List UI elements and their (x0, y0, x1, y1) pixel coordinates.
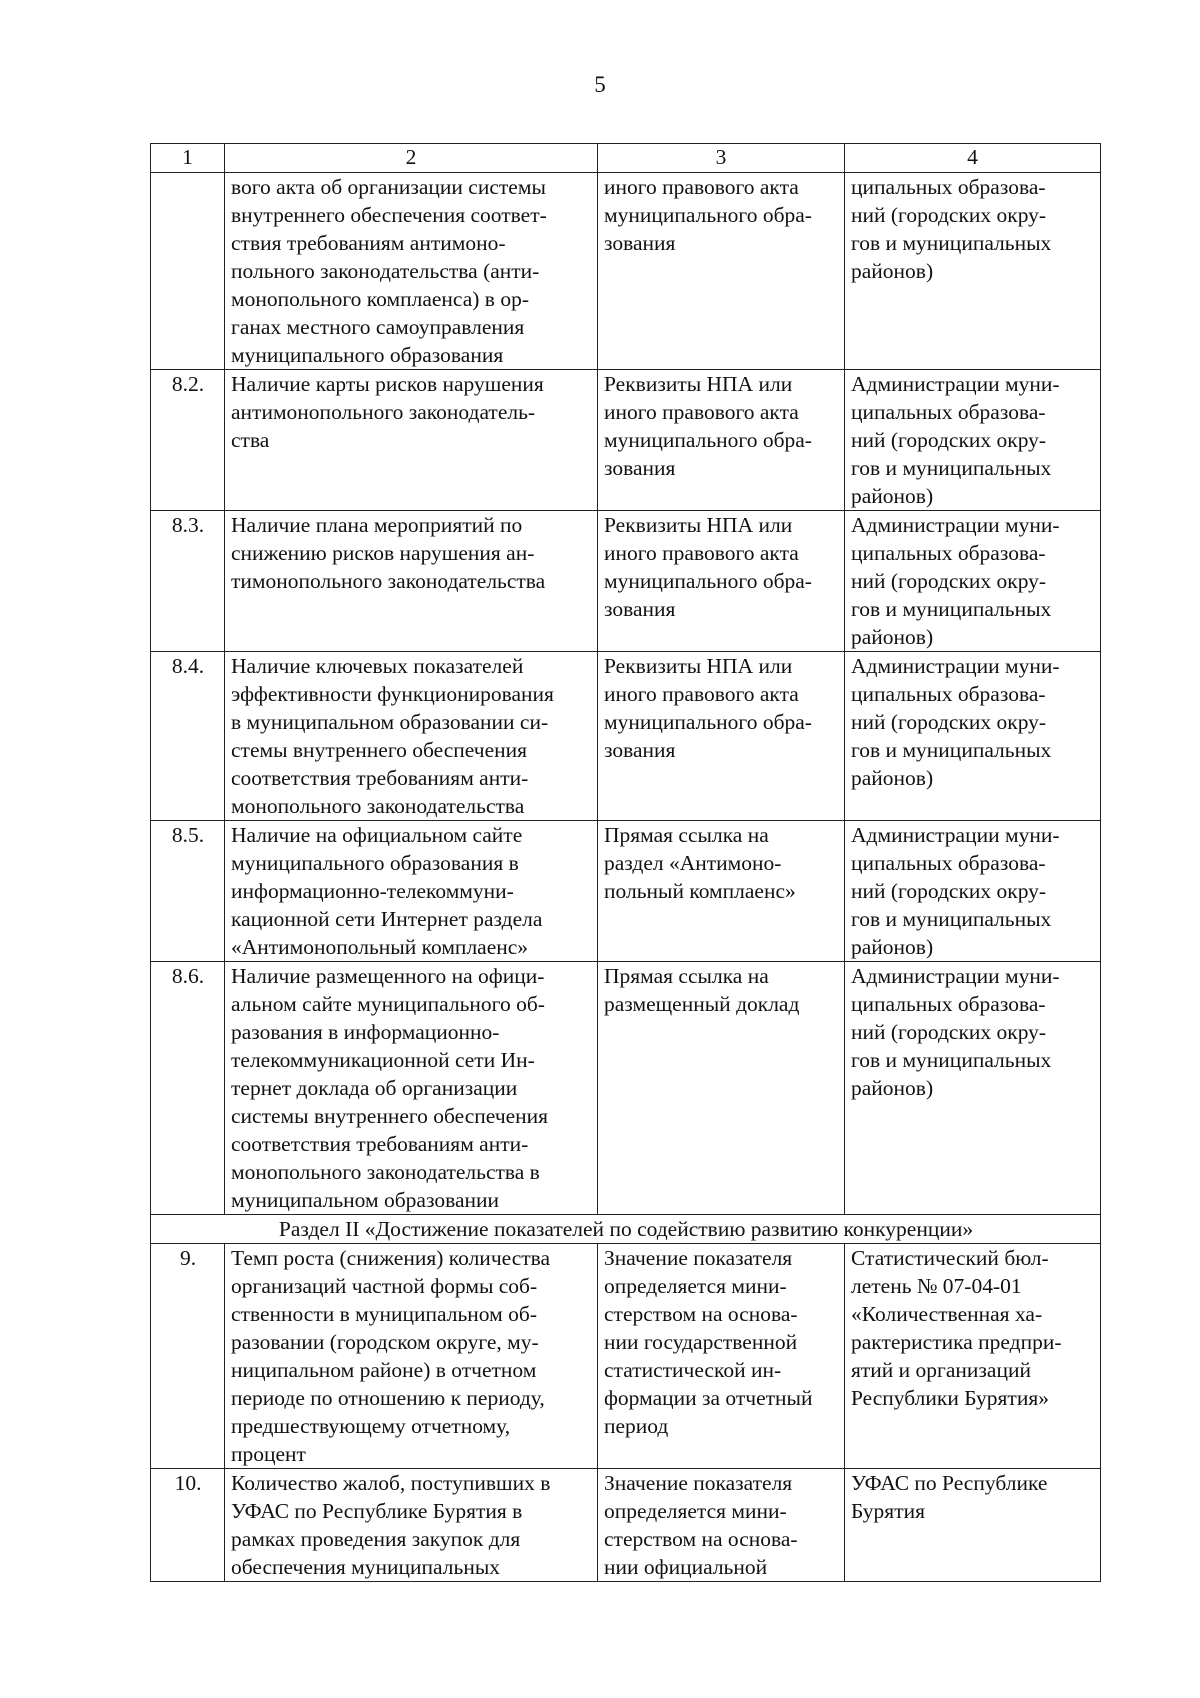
cell-line: Наличие карты рисков нарушения (231, 372, 544, 396)
column-header-4: 4 (845, 144, 1101, 173)
cell-line: Количество жалоб, поступивших в (231, 1471, 551, 1495)
source-cell (598, 1469, 845, 1582)
indicators-table (150, 143, 1101, 1582)
row-number: 8.6. (151, 962, 225, 1215)
cell-line: ства (231, 428, 270, 452)
cell-line: рамках проведения закупок для (231, 1527, 521, 1551)
cell-line: зования (604, 456, 676, 480)
cell-line: монопольного законодательства в (231, 1160, 540, 1184)
cell-line: муниципального обра- (604, 710, 812, 734)
cell-line: ний (городских окру- (851, 203, 1047, 227)
table-row (151, 962, 1101, 1215)
cell-line: период (604, 1414, 669, 1438)
cell-line: стерством на основа- (604, 1527, 798, 1551)
cell-line: Бурятия (851, 1499, 925, 1523)
indicator-cell (225, 821, 598, 962)
row-number (151, 173, 225, 370)
cell-line: Статистический бюл- (851, 1246, 1049, 1270)
cell-line: Реквизиты НПА или (604, 654, 793, 678)
cell-line: нии официальной (604, 1555, 768, 1579)
source-cell (598, 962, 845, 1215)
table-row (151, 511, 1101, 652)
cell-line: снижению рисков нарушения ан- (231, 541, 535, 565)
cell-line: Администрации муни- (851, 654, 1060, 678)
cell-line: гов и муниципальных (851, 597, 1052, 621)
cell-line: размещенный доклад (604, 992, 800, 1016)
table-row (151, 821, 1101, 962)
indicator-cell (225, 652, 598, 821)
column-header-1: 1 (151, 144, 225, 173)
cell-line: гов и муниципальных (851, 231, 1052, 255)
cell-line: определяется мини- (604, 1274, 787, 1298)
cell-line: разования в информационно- (231, 1020, 500, 1044)
cell-line: Администрации муни- (851, 372, 1060, 396)
cell-line: ний (городских окру- (851, 879, 1047, 903)
cell-line: гов и муниципальных (851, 456, 1052, 480)
cell-line: муниципальном образовании (231, 1188, 500, 1212)
cell-line: информационно-телекоммуни- (231, 879, 514, 903)
indicator-cell (225, 370, 598, 511)
cell-line: УФАС по Республике Бурятия в (231, 1499, 523, 1523)
row-number: 8.4. (151, 652, 225, 821)
cell-line: Республики Бурятия» (851, 1386, 1049, 1410)
column-header-2: 2 (225, 144, 598, 173)
cell-line: районов) (851, 259, 934, 283)
cell-line: ципальных образова- (851, 851, 1046, 875)
cell-line: районов) (851, 625, 934, 649)
source-cell (598, 652, 845, 821)
cell-line: монопольного комплаенса) в ор- (231, 287, 529, 311)
cell-line: Администрации муни- (851, 823, 1060, 847)
cell-line: ципальных образова- (851, 400, 1046, 424)
cell-line: статистической ин- (604, 1358, 782, 1382)
table-body-section-1 (151, 173, 1101, 1215)
indicator-cell (225, 1244, 598, 1469)
cell-line: тернет доклада об организации (231, 1076, 518, 1100)
source-cell (598, 370, 845, 511)
cell-line: Реквизиты НПА или (604, 372, 793, 396)
cell-line: ний (городских окру- (851, 710, 1047, 734)
cell-line: внутреннего обеспечения соответ- (231, 203, 547, 227)
responsible-cell (845, 962, 1101, 1215)
cell-line: ганах местного самоуправления (231, 315, 525, 339)
cell-line: муниципального обра- (604, 428, 812, 452)
cell-line: эффективности функционирования (231, 682, 554, 706)
cell-line: районов) (851, 484, 934, 508)
cell-line: монопольного законодательства (231, 794, 525, 818)
cell-line: ятий и организаций (851, 1358, 1031, 1382)
cell-line: определяется мини- (604, 1499, 787, 1523)
cell-line: гов и муниципальных (851, 738, 1052, 762)
cell-line: польный комплаенс» (604, 879, 796, 903)
table-row (151, 173, 1101, 370)
source-cell (598, 511, 845, 652)
cell-line: формации за отчетный (604, 1386, 813, 1410)
cell-line: антимонопольного законодатель- (231, 400, 536, 424)
cell-line: Наличие размещенного на офици- (231, 964, 545, 988)
column-header-3: 3 (598, 144, 845, 173)
cell-line: стемы внутреннего обеспечения (231, 738, 528, 762)
cell-line: УФАС по Республике (851, 1471, 1048, 1495)
row-number: 8.5. (151, 821, 225, 962)
cell-line: в муниципальном образовании си- (231, 710, 549, 734)
cell-line: муниципального обра- (604, 203, 812, 227)
cell-line: Темп роста (снижения) количества (231, 1246, 551, 1270)
cell-line: кационной сети Интернет раздела (231, 907, 543, 931)
cell-line: ний (городских окру- (851, 569, 1047, 593)
cell-line: зования (604, 231, 676, 255)
indicator-cell (225, 511, 598, 652)
cell-line: ципальных образова- (851, 682, 1046, 706)
indicator-cell (225, 1469, 598, 1582)
table-row (151, 652, 1101, 821)
cell-line: ственности в муниципальном об- (231, 1302, 537, 1326)
cell-line: гов и муниципальных (851, 907, 1052, 931)
cell-line: системы внутреннего обеспечения (231, 1104, 549, 1128)
cell-line: раздел «Антимоно- (604, 851, 782, 875)
cell-line: районов) (851, 935, 934, 959)
cell-line: зования (604, 597, 676, 621)
source-cell (598, 1244, 845, 1469)
cell-line: разовании (городском округе, му- (231, 1330, 539, 1354)
cell-line: стерством на основа- (604, 1302, 798, 1326)
cell-line: Прямая ссылка на (604, 964, 769, 988)
cell-line: соответствия требованиям анти- (231, 1132, 529, 1156)
cell-line: ствия требованиям антимоно- (231, 231, 506, 255)
cell-line: Наличие на официальном сайте (231, 823, 523, 847)
cell-line: иного правового акта (604, 541, 799, 565)
cell-line: муниципального обра- (604, 569, 812, 593)
cell-line: гов и муниципальных (851, 1048, 1052, 1072)
cell-line: нии государственной (604, 1330, 798, 1354)
row-number: 10. (151, 1469, 225, 1582)
cell-line: альном сайте муниципального об- (231, 992, 545, 1016)
cell-line: Наличие ключевых показателей (231, 654, 524, 678)
row-number: 9. (151, 1244, 225, 1469)
cell-line: Администрации муни- (851, 513, 1060, 537)
page-number: 5 (594, 72, 606, 97)
table-row (151, 1244, 1101, 1469)
responsible-cell (845, 1469, 1101, 1582)
cell-line: Реквизиты НПА или (604, 513, 793, 537)
responsible-cell (845, 821, 1101, 962)
cell-line: ний (городских окру- (851, 428, 1047, 452)
cell-line: муниципального образования в (231, 851, 519, 875)
cell-line: иного правового акта (604, 400, 799, 424)
responsible-cell (845, 173, 1101, 370)
cell-line: районов) (851, 1076, 934, 1100)
row-number: 8.2. (151, 370, 225, 511)
section-title: Раздел II «Достижение показателей по содействию развитию конкуренции» (151, 1215, 1101, 1244)
cell-line: Администрации муни- (851, 964, 1060, 988)
source-cell (598, 173, 845, 370)
indicator-cell (225, 962, 598, 1215)
cell-line: зования (604, 738, 676, 762)
cell-line: районов) (851, 766, 934, 790)
cell-line: процент (231, 1442, 306, 1466)
cell-line: «Количественная ха- (851, 1302, 1043, 1326)
row-number: 8.3. (151, 511, 225, 652)
cell-line: ципальных образова- (851, 175, 1046, 199)
section-row (151, 1215, 1101, 1244)
cell-line: телекоммуникационной сети Ин- (231, 1048, 535, 1072)
responsible-cell (845, 370, 1101, 511)
responsible-cell (845, 511, 1101, 652)
cell-line: соответствия требованиям анти- (231, 766, 529, 790)
cell-line: польного законодательства (анти- (231, 259, 540, 283)
indicator-cell (225, 173, 598, 370)
cell-line: обеспечения муниципальных (231, 1555, 501, 1579)
cell-line: тимонопольного законодательства (231, 569, 546, 593)
cell-line: организаций частной формы соб- (231, 1274, 538, 1298)
responsible-cell (845, 652, 1101, 821)
cell-line: предшествующему отчетному, (231, 1414, 511, 1438)
cell-line: иного правового акта (604, 175, 799, 199)
cell-line: ципальных образова- (851, 992, 1046, 1016)
cell-line: Наличие плана мероприятий по (231, 513, 523, 537)
cell-line: вого акта об организации системы (231, 175, 546, 199)
source-cell (598, 821, 845, 962)
cell-line: муниципального образования (231, 343, 504, 367)
cell-line: «Антимонопольный комплаенс» (231, 935, 529, 959)
cell-line: периоде по отношению к периоду, (231, 1386, 545, 1410)
cell-line: ний (городских окру- (851, 1020, 1047, 1044)
cell-line: Значение показателя (604, 1246, 793, 1270)
table-body-section-2 (151, 1244, 1101, 1582)
cell-line: иного правового акта (604, 682, 799, 706)
cell-line: Значение показателя (604, 1471, 793, 1495)
table-row (151, 1469, 1101, 1582)
cell-line: рактеристика предпри- (851, 1330, 1062, 1354)
table-row (151, 370, 1101, 511)
cell-line: ципальных образова- (851, 541, 1046, 565)
header-row (151, 144, 1101, 173)
cell-line: Прямая ссылка на (604, 823, 769, 847)
responsible-cell (845, 1244, 1101, 1469)
cell-line: ниципальном районе) в отчетном (231, 1358, 537, 1382)
cell-line: летень № 07-04-01 (851, 1274, 1022, 1298)
